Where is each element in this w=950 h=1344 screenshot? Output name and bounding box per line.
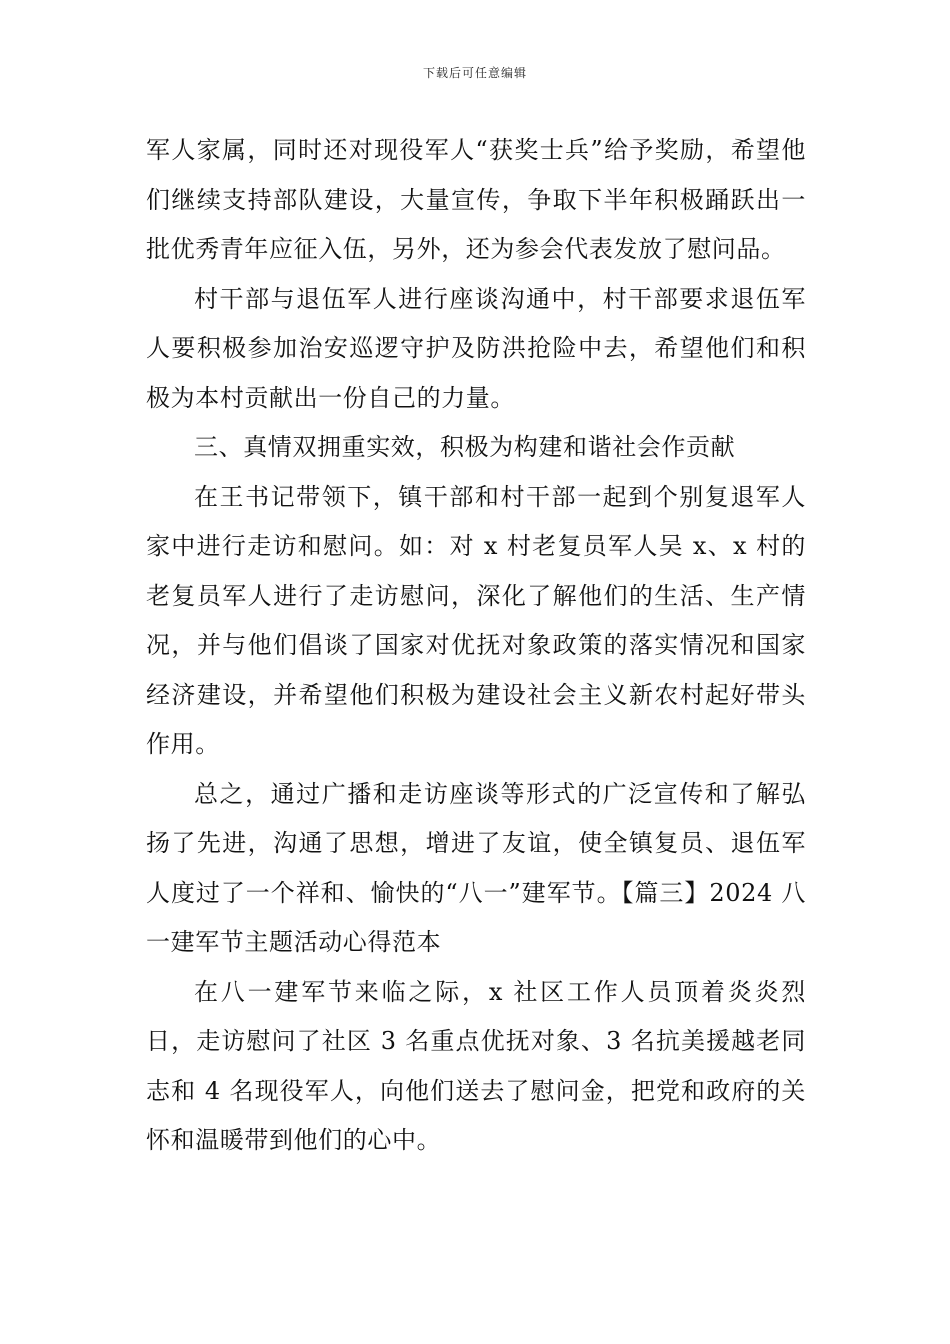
paragraph-4: 在王书记带领下，镇干部和村干部一起到个别复退军人家中进行走访和慰问。如：对 x 村老复员军人吴 x、x 村的老复员军人进行了走访慰问，深化了解他们的生活、生产情况，并与他们倡谈了国家对优抚对象政策的落实情况和国家经济建设，并希望他们积极为建设社会主义新农村起好带头作用。	[146, 482, 806, 758]
paragraph-2: 村干部与退伍军人进行座谈沟通中，村干部要求退伍军人要积极参加治安巡逻守护及防洪抢险中去，希望他们和积极为本村贡献出一份自己的力量。	[146, 284, 806, 412]
paragraph-6: 在八一建军节来临之际，x 社区工作人员顶着炎炎烈日，走访慰问了社区 3 名重点优抚对象、3 名抗美援越老同志和 4 名现役军人，向他们送去了慰问金，把党和政府的关怀和温暖带到他们的心中。	[146, 977, 806, 1154]
document-body	[146, 126, 806, 1166]
page-header-note: 下载后可任意编辑	[422, 66, 527, 80]
paragraph-5: 总之，通过广播和走访座谈等形式的广泛宣传和了解弘扬了先进，沟通了思想，增进了友谊，使全镇复员、退伍军人度过了一个祥和、愉快的“八一”建军节。【篇三】2024 八一建军节主题活动心得范本	[146, 779, 806, 956]
paragraph-1: 军人家属，同时还对现役军人“获奖士兵”给予奖励，希望他们继续支持部队建设，大量宣传，争取下半年积极踊跃出一批优秀青年应征入伍，另外，还为参会代表发放了慰问品。	[146, 136, 806, 263]
section-heading-3: 三、真情双拥重实效，积极为构建和谐社会作贡献	[194, 433, 736, 461]
